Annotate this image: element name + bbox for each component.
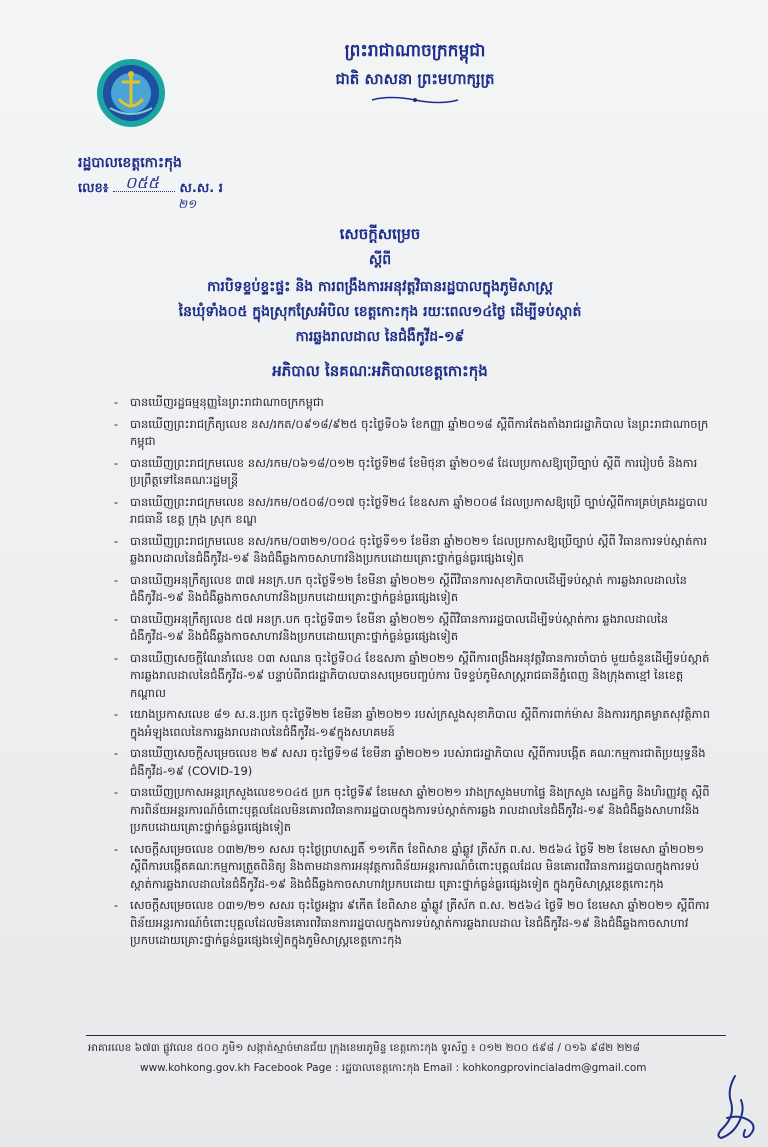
list-item: - បានឃើញប្រកាសអន្តរក្រសួងលេខ១០៤៥ ប្រក ចុះថ្ងៃទី៩ ខែមេសា ឆ្នាំ២០២១ រវាងក្រសួងមហាផ្ទៃ និងក្រសួង សេដ្ឋកិច្ច និងហិរញ្ញវត្ថុ ស្ដីពីការពិន័យអន្តរការណ៍ចំពោះបុគ្គលដែលមិនគោរពវិធានការរដ្ឋបាលក្នុងការទប់ស្កាត់ការឆ្លង រាលដាលនៃជំងឺកូវីដ-១៩ និងជំងឺឆ្លងសាហាវនិងប្រកបដោយគ្រោះថ្នាក់ធ្ងន់ធ្ងរផ្សេងទៀត xyxy=(112,784,712,837)
footer-address: អាគារលេខ ៦៧៣ ផ្លូវលេខ ៥០០ ភូមិ១ សង្កាត់ស្មាច់មានជ័យ ក្រុងខេមរភូមិន្ទ ខេត្តកោះកុង ទូរស័ព្ទ ៖ ០១២ ២០០ ៥៩៨ / ០១៦ ៩៨២ ២២៨ xyxy=(88,1042,640,1054)
list-item: - បានឃើញសេចក្ដីសម្រេចលេខ ២៩ សសរ ចុះថ្ងៃទី១៨ ខែមីនា ឆ្នាំ២០២១ របស់រាជរដ្ឋាភិបាល ស្ដីពីការបង្កើត គណៈកម្មការជាតិប្រយុទ្ធនឹងជំងឺកូវីដ-១៩ (COVID-19) xyxy=(112,745,712,780)
footer-contacts: www.kohkong.gov.kh Facebook Page : រដ្ឋបាលខេត្តកោះកុង Email : kohkongprovincialadm@gmail.com xyxy=(140,1062,647,1074)
list-item: - បានឃើញអនុក្រឹត្យលេខ ៣៧ អនក្រ.បក ចុះថ្ងៃទី១២ ខែមីនា ឆ្នាំ២០២១ ស្ដីពីវិធានការសុខាភិបាលដើម្បីទប់ស្កាត់ ការឆ្លងរាលដាលនៃជំងឺកូវីដ-១៩ និងជំងឺឆ្លងកាចសាហាវនិងប្រកបដោយគ្រោះថ្នាក់ធ្ងន់ធ្ងរផ្សេងទៀត xyxy=(112,572,712,607)
legal-references-list xyxy=(112,394,712,954)
list-item: - បានឃើញព្រះរាជក្រមលេខ នស/រកម/០៥០៨/០១៧ ចុះថ្ងៃទី២៤ ខែឧសភា ឆ្នាំ២០០៨ ដែលប្រកាសឱ្យប្រើ ច្បាប់ស្ដីពីការគ្រប់គ្រងរដ្ឋបាលរាជធានី ខេត្ត ក្រុង ស្រុក ខណ្ឌ xyxy=(112,494,712,529)
list-item: - បានឃើញព្រះរាជក្រមលេខ នស/រកម/០៦១៨/០១២ ចុះថ្ងៃទី២៨ ខែមិថុនា ឆ្នាំ២០១៨ ដែលប្រកាសឱ្យប្រើច្បាប់ ស្ដីពី ការរៀបចំ និងការប្រព្រឹត្តទៅនៃគណៈរដ្ឋមន្ត្រី xyxy=(112,455,712,490)
kingdom-title: ព្រះរាជាណាចក្រកម្ពុជា xyxy=(344,41,486,61)
list-item: - បានឃើញអនុក្រឹត្យលេខ ៥៧ អនក្រ.បក ចុះថ្ងៃទី៣១ ខែមីនា ឆ្នាំ២០២១ ស្ដីពីវិធានការរដ្ឋបាលដើម្បីទប់ស្កាត់ការ ឆ្លងរាលដាលនៃជំងឺកូវីដ-១៩ និងជំងឺឆ្លងកាចសាហាវនិងប្រកបដោយគ្រោះថ្នាក់ធ្ងន់ធ្ងរផ្សេងទៀត xyxy=(112,611,712,646)
about-label: ស្ដីពី xyxy=(368,252,392,268)
provincial-emblem-icon xyxy=(96,58,166,128)
list-item: - សេចក្ដីសម្រេចលេខ ០៣២/២១ សសរ ចុះថ្ងៃព្រហស្បតិ៍ ១១កើត ខែពិសាខ ឆ្នាំឆ្លូវ ត្រីស័ក ព.ស. ២៥៦៤ ថ្ងៃទី ២២ ខែមេសា ឆ្នាំ២០២១ ស្ដីពីការបង្កើតគណៈកម្មការត្រួតពិនិត្យ និងតាមដានការអនុវត្តការពិន័យអន្តរការណ៍ចំពោះបុគ្គលដែល មិនគោរពវិធានការរដ្ឋបាលក្នុងការទប់ស្កាត់ការឆ្លងរាលដាលនៃជំងឺកូវីដ-១៩ និងជំងឺឆ្លងកាចសាហាវប្រកបដោយ គ្រោះថ្នាក់ធ្ងន់ធ្ងរផ្សេងទៀត ក្នុងភូមិសាស្ត្រខេត្តកោះកុង xyxy=(112,841,712,894)
footer-divider xyxy=(86,1035,726,1036)
list-item: - យោងប្រកាសលេខ ៨១ ស.ន.ប្រក ចុះថ្ងៃទី២២ ខែមីនា ឆ្នាំ២០២១ របស់ក្រសួងសុខាភិបាល ស្ដីពីការពាក់ម៉ាស និងការរក្សាគម្លាតសុវត្ថិភាព ក្នុងអំឡុងពេលនៃការឆ្លងរាលដាលនៃជំងឺកូវីដ-១៩ក្នុងសហគមន៍ xyxy=(112,706,712,741)
list-item: - បានឃើញសេចក្ដីណែនាំលេខ ០៣ សណន ចុះថ្ងៃទី០៤ ខែឧសភា ឆ្នាំ២០២១ ស្ដីពីការពង្រឹងអនុវត្តវិធានការចាំបាច់ មួយចំនួនដើម្បីទប់ស្កាត់ការឆ្លងរាលដាលនៃជំងឺកូវីដ-១៩ បន្ទាប់ពីរាជរដ្ឋាភិបាលបានសម្រេចបញ្ចប់ការ បិទខ្ទប់ភូមិសាស្ត្ររាជធានីភ្នំពេញ និងក្រុងតាខ្មៅ នៃខេត្តកណ្ដាល xyxy=(112,650,712,703)
ref-prefix: លេខ៖ xyxy=(78,181,109,196)
subject-line-3: ការឆ្លងរាលដាល នៃជំងឺកូវីដ-១៩ xyxy=(295,329,465,345)
issuing-authority: អភិបាល នៃគណៈអភិបាលខេត្តកោះកុង xyxy=(272,362,488,380)
handwritten-signature-icon xyxy=(705,1072,760,1142)
ref-handwritten-year: ២១ xyxy=(178,197,197,211)
header-ornament-icon xyxy=(370,95,460,105)
list-item: - បានឃើញរដ្ឋធម្មនុញ្ញនៃព្រះរាជាណាចក្រកម្ពុជា xyxy=(112,394,712,412)
ref-handwritten-number: ០៥៥ xyxy=(125,173,159,192)
issuing-organization: រដ្ឋបាលខេត្តកោះកុង xyxy=(78,155,182,171)
national-motto: ជាតិ សាសនា ព្រះមហាក្សត្រ xyxy=(335,70,495,88)
subject-line-1: ការបិទខ្ទប់ខ្ទះផ្ទះ និង ការពង្រឹងការអនុវត្តវិធានរដ្ឋបាលក្នុងភូមិសាស្ត្រ xyxy=(207,279,553,295)
list-item: - បានឃើញព្រះរាជក្រឹត្យលេខ នស/រកត/០៩១៨/៩២៥ ចុះថ្ងៃទី០៦ ខែកញ្ញា ឆ្នាំ២០១៨ ស្ដីពីការតែងតាំងរាជរដ្ឋាភិបាល នៃព្រះរាជាណាចក្រកម្ពុជា xyxy=(112,416,712,451)
document-subject xyxy=(60,275,700,350)
ref-suffix: ស.ស. រ xyxy=(179,181,223,196)
list-item: - បានឃើញព្រះរាជក្រមលេខ នស/រកម/០៣២១/០០៤ ចុះថ្ងៃទី១១ ខែមីនា ឆ្នាំ២០២១ ដែលប្រកាសឱ្យប្រើច្បាប់ ស្ដីពី វិធានការទប់ស្កាត់ការឆ្លងរាលដាលនៃជំងឺកូវីដ-១៩ និងជំងឺឆ្លងកាចសាហាវនិងប្រកបដោយគ្រោះថ្នាក់ធ្ងន់ធ្ងរផ្សេងទៀត xyxy=(112,533,712,568)
subject-line-2: នៃឃុំទាំង០៥ ក្នុងស្រុកស្រែអំបិល ខេត្តកោះកុង រយៈពេល១៤ថ្ងៃ ដើម្បីទប់ស្កាត់ xyxy=(178,304,582,320)
document-type: សេចក្ដីសម្រេច xyxy=(339,225,421,243)
list-item: - សេចក្ដីសម្រេចលេខ ០៣១/២១ សសរ ចុះថ្ងៃអង្គារ ៩កើត ខែពិសាខ ឆ្នាំឆ្លូវ ត្រីស័ក ព.ស. ២៥៦៤ ថ្ងៃទី ២០ ខែមេសា ឆ្នាំ២០២១ ស្ដីពីការពិន័យអន្តរការណ៍ចំពោះបុគ្គលដែលមិនគោរពវិធានការរដ្ឋបាលក្នុងការទប់ស្កាត់ការឆ្លងរាលដាល នៃជំងឺកូវីដ-១៩ និងជំងឺឆ្លងកាចសាហាវប្រកបដោយគ្រោះថ្នាក់ធ្ងន់ធ្ងរផ្សេងទៀតក្នុងភូមិសាស្ត្រខេត្តកោះកុង xyxy=(112,897,712,950)
